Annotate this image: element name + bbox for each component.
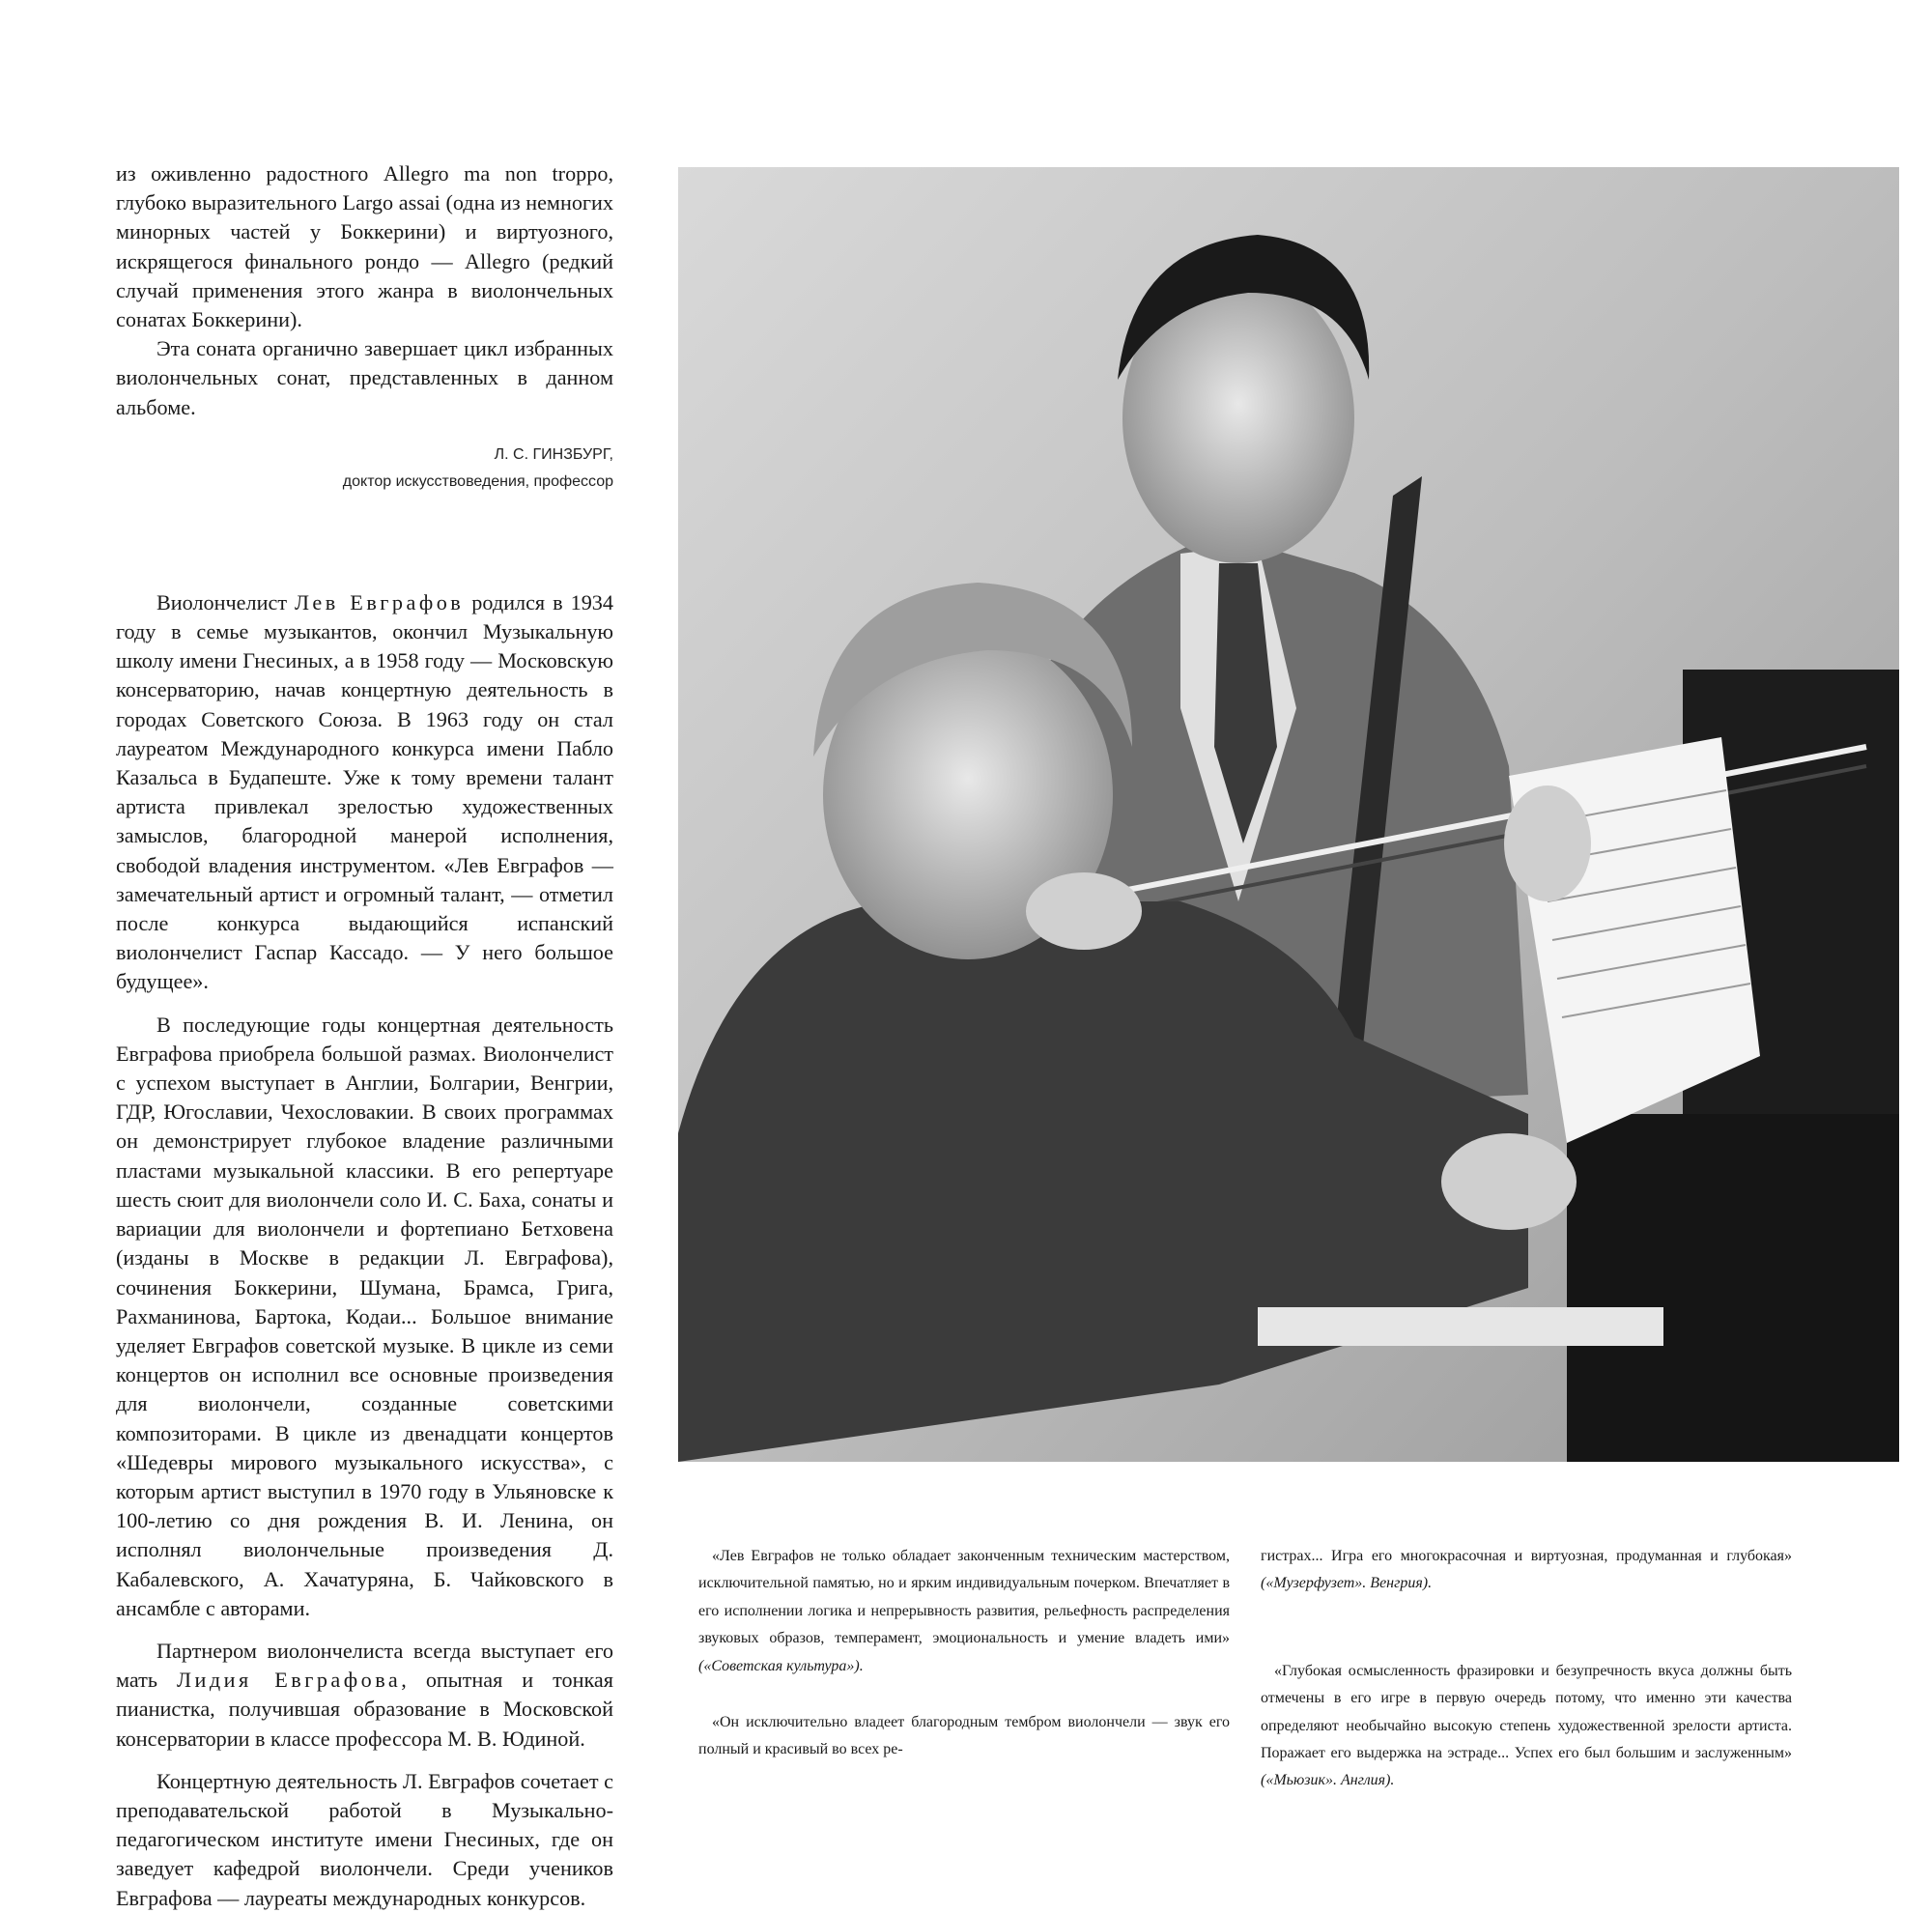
quote-column-1 [698, 1543, 1230, 1764]
quote-1-source: («Советская культура»). [698, 1657, 864, 1674]
quote-hungary-end [1261, 1543, 1792, 1598]
bio-paragraph-2: В последующие годы концертная деятельность Евграфова приобрела большой размах. Виолончелист с успехом выступает в Англии, Болгарии, Венгрии, ГДР, Югославии, Чехословакии. В своих программах он демонстрирует глубокое владение различными пластами музыкальной классики. В его репертуаре шесть сюит для виолончели соло И. С. Баха, сонаты и вариации для виолончели и фортепиано Бетховена (изданы в Москве в редакции Л. Евграфова), сочинения Боккерини, Шумана, Брамса, Грига, Рахманинова, Бартока, Кодаи... Большое внимание уделяет Евграфов советской музыке. В цикле из семи концертов он исполнил все основные произведения для виолончели, созданные советскими композиторами. В цикле из двенадцати концертов «Шедевры мирового музыкального искусства», с которым артист выступил в 1970 году в Ульяновске к 100-летию со дня рождения В. И. Ленина, он исполнял виолончельные произведения Д. Кабалевского, А. Хачатуряна, Б. Чайковского в ансамбле с авторами. [116, 1012, 613, 1620]
author-title: доктор искусствоведения, профессор [342, 472, 613, 490]
bio-p1-start: Виолончелист [156, 589, 296, 614]
bio-paragraph-4: Концертную деятельность Л. Евграфов сочетает с преподавательской работой в Музыкально-педагогическом институте имени Гнесиных, где он заведует кафедрой виолончели. Среди учеников Евграфова — лауреаты международных конкурсов. [116, 1768, 613, 1910]
photograph [678, 167, 1899, 1462]
photograph-cellist-and-pianist-icon [678, 167, 1899, 1462]
bio-p1-rest: родился в 1934 году в семье музыкантов, окончил Музыкальную школу имени Гнесиных, а в 1958 году — Московскую консерваторию, начав концертную деятельность в городах Советского Союза. В 1963 году он стал лауреатом Международного конкурса имени Пабло Казальса в Будапеште. Уже к тому времени талант артиста привлекал зрелостью художественных замыслов, благородной манерой исполнения, свободой владения инструментом. «Лев Евграфов — замечательный артист и огромный талант, — отметил после конкурса выдающийся испанский виолончелист Гаспар Кассадо. — У него большое будущее». [116, 589, 613, 994]
quote-soviet-culture [698, 1543, 1230, 1680]
left-text-column [116, 159, 613, 1913]
quote-3-source: («Мьюзик». Англия). [1261, 1772, 1395, 1789]
bio-p3-start: Партнером виолончелиста всегда выступает его мать [116, 1638, 613, 1693]
author-name: Л. С. ГИНЗБУРГ, [494, 445, 613, 463]
bio-p3-rest: , опытная и тонкая пианистка, получившая образование в Московской консерватории в классе профессора М. В. Юдиной. [116, 1668, 613, 1751]
biography [116, 588, 613, 1913]
quote-2-text: гистрах... Игра его многокрасочная и виртуозная, продуманная и глубокая» [1261, 1548, 1792, 1564]
intro-paragraph: из оживленно радостного Allegro ma non troppo, глубоко выразительного Largo assai (одна из немногих минорных частей у Боккерини) и виртуозного, искрящегося финального рондо — Allegro (редкий случай применения этого жанра в виолончельных сонатах Боккерини). [116, 161, 613, 332]
pianist-name: Лидия Евграфова [176, 1668, 402, 1693]
quote-england [1261, 1658, 1792, 1795]
quote-2-source: («Музерфузет». Венгрия). [1261, 1575, 1433, 1592]
intro-paragraph-2: Эта соната органично завершает цикл избранных виолончельных сонат, представленных в данном альбоме. [116, 336, 613, 419]
quote-hungary-start: «Он исключительно владеет благородным тембром виолончели — звук его полный и красивый во всех ре- [698, 1714, 1230, 1758]
author-signature [116, 442, 613, 496]
artist-name: Лев Евграфов [295, 589, 465, 614]
quote-3-text: «Глубокая осмысленность фразировки и безупречность вкуса должны быть отмечены в его игре в первую очередь потому, что именно эти качества определяют необычайно высокую степень художественной зрелости артиста. Поражает его выдержка на эстраде... Успех его был большим и заслуженным» [1261, 1662, 1792, 1762]
bio-paragraph-1 [116, 588, 613, 997]
quote-1-text: «Лев Евграфов не только обладает законченным техническим мастерством, исключительной памятью, но и ярким индивидуальным почерком. Впечатляет в его исполнении логика и непрерывность развития, рельефность распределения звуковых образов, темперамент, эмоциональность и умение владеть ими» [698, 1548, 1230, 1647]
quote-column-2 [1261, 1543, 1792, 1795]
bio-paragraph-3 [116, 1637, 613, 1754]
